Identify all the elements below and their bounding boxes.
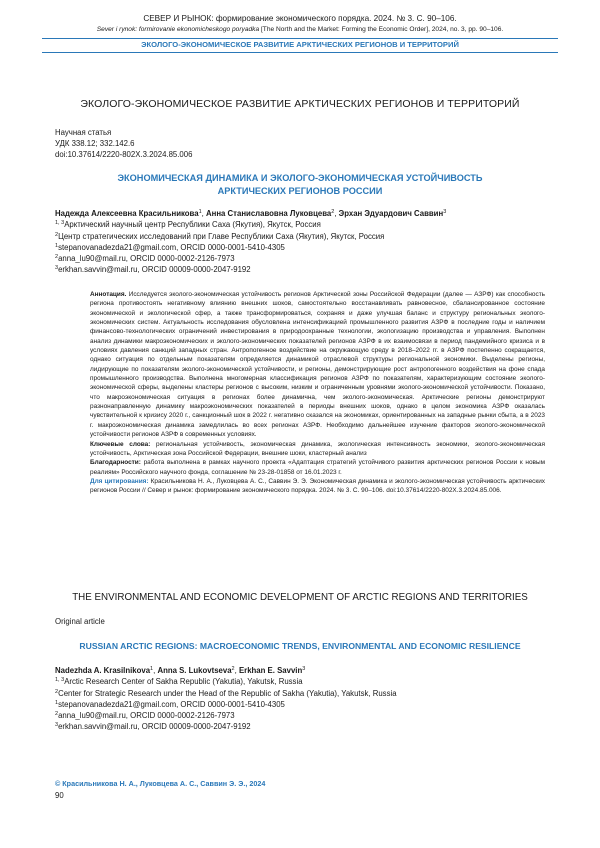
article-title-ru: [0, 172, 600, 197]
header-rule-top: [42, 38, 558, 39]
email-1-sup: 1: [55, 242, 59, 249]
keywords-text: региональная устойчивость, экономическая динамика, экологическая интенсивность экономики, эколого-экономическая устойчивость, Арктическая зона Российской Федерации, внешние шоки, кластерный анализ: [90, 440, 545, 457]
author-1-name-en: Nadezhda A. Krasilnikova: [55, 666, 151, 675]
author-3-name: Эрхан Эдуардович Саввин: [338, 209, 444, 218]
email-3-sup-en: 3: [55, 722, 59, 729]
article-title-ru-line2: АРКТИЧЕСКИХ РЕГИОНОВ РОССИИ: [217, 185, 383, 196]
meta-block-ru: [55, 127, 192, 160]
email-1-text-en[interactable]: stepanovanadezda21@gmail.com, ORCID 0000-0001-5410-4305: [58, 699, 285, 709]
page-number: 90: [55, 791, 64, 800]
email-3-text-en[interactable]: erkhan.savvin@mail.ru, ORCID 00009-0000-2047-9192: [58, 722, 251, 732]
affiliation-2-en: [55, 688, 555, 699]
email-2-en[interactable]: [55, 710, 555, 721]
email-2-sup: 2: [55, 254, 59, 261]
author-2-name: Анна Станиславовна Луковцева: [206, 209, 332, 218]
author-1-name: Надежда Алексеевна Красильникова: [55, 209, 199, 218]
ack-paragraph: [90, 458, 545, 477]
author-1-sup-en: 1: [150, 666, 154, 672]
authors-block-en: [55, 665, 555, 733]
journal-name-rest: [The North and the Market: Forming the Economic Order], 2024, no. 3, pp. 90–106.: [259, 26, 504, 33]
affiliation-2-ru: [55, 231, 555, 242]
affiliation-2-text: Центр стратегических исследований при Главе Республики Саха (Якутия), Якутск, Россия: [58, 231, 385, 241]
author-3-sup: 3: [443, 209, 447, 215]
affiliation-1-sup: 1, 3: [55, 220, 65, 227]
cite-text: Красильникова Н. А., Луковцева А. С., Саввин Э. Э. Экономическая динамика и эколого-экономическая устойчивость арктических регионов России // Север и рынок: формирование экономического порядка. 2024. № 3. С. 90–106. doi:10.37614/2220-802X.3.2024.85.006.: [90, 477, 546, 495]
journal-header-ru: СЕВЕР И РЫНОК: формирование экономического порядка. 2024. № 3. С. 90–106.: [143, 14, 457, 23]
udk: УДК 338.12; 332.142.6: [55, 139, 135, 148]
affiliation-1-en: [55, 676, 555, 687]
email-2-text[interactable]: anna_lu90@mail.ru, ORCID 0000-0002-2126-7973: [58, 254, 235, 264]
affiliation-2-sup: 2: [55, 231, 59, 238]
abstract-text: Исследуется эколого-экономическая устойчивость регионов Арктической зоны Российской Федерации (далее — АЗРФ) как способность региона противостоять негативному влиянию внешних шоков, самостоятельно восстанавливать равновесное, сбалансированное состояние экономической и экологической сфер, а также трансформироваться, сохраняя и даже улучшая баланс и структуру региональных эколого-экономических систем. Актуальность исследования обусловлена интенсификацией промышленного развития АЗРФ в последние годы и наличием финансово-технологических ограничений инвестирования в природоохранные технологии, экологизацию производства и управления. Выполнен анализ динамики макроэкономических и эколого-экономических показателей регионов АЗРФ в их взаимосвязи в период пандемийного кризиса и в условиях давления санкций западных стран. Антропогенное воздействие на окружающую среду в 2018–2022 гг. в АЗРФ постепенно сокращается, однако ситуация по отдельным показателям определяется динамикой отраслевой структуры региональной экономики. Выделены регионы, лидирующие по показателям эколого-экономической устойчивости, и регионы, демонстрирующие рост антропогенного воздействия на фоне спада промышленного производства. Выполнена многомерная классификация регионов АЗРФ по показателям, характеризующим состояние эколого-экономической сферы, выделены кластеры регионов с высоким, низким и ограниченным уровнями эколого-экономической устойчивости. Показано, что макроэкономическая ситуация в регионах более динамична, чем эколого-экономическая. Арктические регионы демонстрируют разнонаправленную динамику макроэкономических показателей в периоды внешних шоков, однако в целом экономика АЗРФ оказалась чувствительной к кризису 2020 г., санкционный шок в 2022 г. негативно сказался на экономиках, ориентированных на западные рынки сбыта, а в 2023 г. макроэкономическая динамика замедлилась во всех регионах АЗРФ. Необходимо дальнейшее изучение факторов эколого-экономической устойчивости регионов АЗРФ в современных условиях.: [90, 291, 545, 439]
section-title-ru: ЭКОЛОГО-ЭКОНОМИЧЕСКОЕ РАЗВИТИЕ АРКТИЧЕСКИХ РЕГИОНОВ И ТЕРРИТОРИЙ: [80, 98, 520, 110]
author-3-name-en: Erkhan E. Savvin: [238, 666, 303, 675]
abstract-label: Аннотация.: [90, 291, 127, 298]
email-1-text[interactable]: stepanovanadezda21@gmail.com, ORCID 0000-0001-5410-4305: [58, 242, 285, 252]
affiliation-2-text-en: Center for Strategic Research under the Head of the Republic of Sakha (Yakutia), Yakutsk, Russia: [58, 688, 397, 698]
keywords-paragraph: [90, 440, 545, 459]
affiliation-2-sup-en: 2: [55, 688, 59, 695]
section-title-en: THE ENVIRONMENTAL AND ECONOMIC DEVELOPMENT OF ARCTIC REGIONS AND TERRITORIES: [72, 592, 528, 603]
author-names-ru: Надежда Алексеевна Красильникова$^1$, Анна Станиславовна Луковцева$^2$, Эрхан Эдуардович Саввин$^3$: [55, 209, 447, 218]
authors-block-ru: [55, 208, 555, 276]
author-3-sup-en: 3: [302, 666, 306, 672]
header-section-name: ЭКОЛОГО-ЭКОНОМИЧЕСКОЕ РАЗВИТИЕ АРКТИЧЕСКИХ РЕГИОНОВ И ТЕРРИТОРИЙ: [141, 40, 459, 49]
keywords-label: Ключевые слова:: [90, 440, 151, 448]
doi[interactable]: doi:10.37614/2220-802X.3.2024.85.006: [55, 150, 193, 159]
cite-paragraph: [90, 477, 545, 496]
email-1-en[interactable]: [55, 699, 555, 710]
affiliation-1-text: Арктический научный центр Республики Саха (Якутия), Якутск, Россия: [64, 220, 321, 230]
cite-label: Для цитирования:: [90, 477, 149, 485]
author-2-name-en: Anna S. Lukovtseva: [157, 666, 232, 675]
email-2-ru[interactable]: [55, 253, 555, 264]
ack-label: Благодарности:: [90, 459, 141, 467]
email-3-text[interactable]: erkhan.savvin@mail.ru, ORCID 00009-0000-2047-9192: [58, 265, 251, 275]
email-3-ru[interactable]: [55, 264, 555, 275]
email-2-sup-en: 2: [55, 711, 59, 718]
journal-name-translit: Sever i rynok: formirovanie ekonomicheskogo poryadka: [96, 26, 260, 33]
affiliation-1-text-en: Arctic Research Center of Sakha Republic (Yakutia), Yakutsk, Russia: [64, 677, 303, 687]
email-1-sup-en: 1: [55, 699, 59, 706]
article-title-en: RUSSIAN ARCTIC REGIONS: MACROECONOMIC TRENDS, ENVIRONMENTAL AND ECONOMIC RESILIENCE: [79, 641, 521, 651]
email-3-en[interactable]: [55, 721, 555, 732]
author-2-sup: 2: [331, 209, 335, 215]
author-2-sup-en: 2: [231, 666, 235, 672]
article-type-en: Original article: [55, 617, 105, 626]
affiliation-1-ru: [55, 219, 555, 230]
author-names-en: Nadezhda A. Krasilnikova$^1$, Anna S. Lukovtseva$^2$, Erkhan E. Savvin$^3$: [55, 666, 306, 675]
author-1-sup: 1: [198, 209, 202, 215]
ack-text: работа выполнена в рамках научного проекта «Адаптация стратегий устойчивого развития арктических регионов России к новым реалиям» Российского научного фонда, соглашение № 23-28-01858 от 16.01.2023 г.: [90, 459, 545, 476]
email-1-ru[interactable]: [55, 242, 555, 253]
article-type-ru: Научная статья: [55, 128, 112, 137]
copyright-notice: © Красильникова Н. А., Луковцева А. С., Саввин Э. Э., 2024: [55, 779, 266, 788]
journal-header-en: [0, 26, 600, 34]
abstract-block-ru: [90, 290, 545, 496]
email-3-sup: 3: [55, 265, 59, 272]
abstract-paragraph: [90, 290, 545, 440]
affiliation-1-sup-en: 1, 3: [55, 677, 65, 684]
article-title-ru-line1: ЭКОНОМИЧЕСКАЯ ДИНАМИКА И ЭКОЛОГО-ЭКОНОМИЧЕСКАЯ УСТОЙЧИВОСТЬ: [117, 173, 483, 183]
header-rule-bottom: [42, 52, 558, 53]
email-2-text-en[interactable]: anna_lu90@mail.ru, ORCID 0000-0002-2126-7973: [58, 711, 235, 721]
